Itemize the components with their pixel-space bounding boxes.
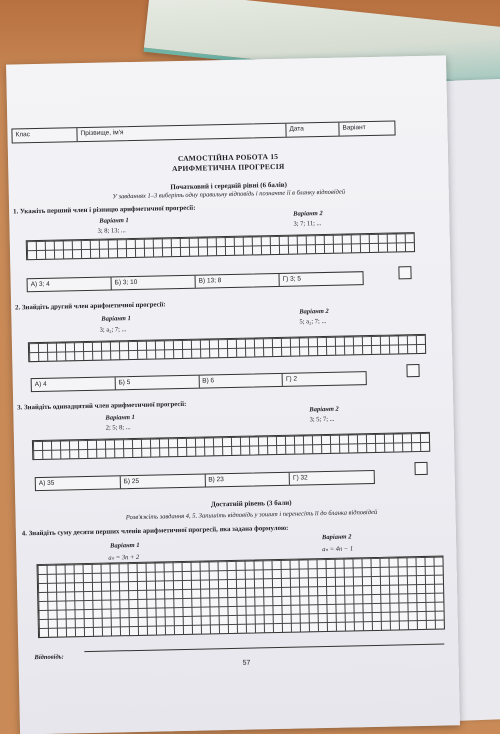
page-subtitle: АРИФМЕТИЧНА ПРОГРЕСІЯ xyxy=(171,161,285,174)
surname-field[interactable]: Прізвище, ім'я xyxy=(77,124,286,141)
task4-work-grid xyxy=(37,556,445,639)
section1-heading: Початковий і середній рівні (6 балів) xyxy=(170,180,287,192)
task1-answer-checkbox[interactable] xyxy=(398,266,411,279)
task3-answer-d[interactable]: Г) 32 xyxy=(292,474,308,482)
task3-v1-seq: 2; 5; 8; ... xyxy=(105,424,131,432)
task3-answer-a[interactable]: А) 35 xyxy=(36,476,121,490)
task1-answer-c[interactable]: В) 13; 8 xyxy=(196,274,280,288)
task3-answer-checkbox[interactable] xyxy=(414,462,427,475)
class-field[interactable]: Клас xyxy=(12,128,77,142)
task3-answer-b[interactable]: Б) 25 xyxy=(120,475,205,489)
task2-v2-seq: 5; a₂; 7; ... xyxy=(299,317,327,326)
task3-text: 3. Знайдіть одинадцятий член арифметичної прогресії: xyxy=(17,400,187,412)
task3-work-grid xyxy=(32,432,430,460)
task1-v2-label: Варіант 2 xyxy=(293,210,323,218)
task1-answer-a[interactable]: А) 3; 4 xyxy=(28,277,112,291)
task3-v2-seq: 3; 5; 7; ... xyxy=(309,415,335,424)
task1-work-grid xyxy=(26,232,415,260)
task2-answer-d[interactable]: Г) 2 xyxy=(285,375,298,383)
task2-text: 2. Знайдіть другий член арифметичної прогресії: xyxy=(15,301,166,312)
task2-answer-b[interactable]: Б) 5 xyxy=(115,376,199,390)
task2-v1-seq: 3; a₂; 7; ... xyxy=(99,326,127,334)
task1-v2-seq: 3; 7; 11; ... xyxy=(293,220,322,228)
task3-answers xyxy=(35,470,375,491)
task1-answer-d[interactable]: Г) 3; 5 xyxy=(282,275,302,283)
section1-instruction: У завданнях 1–3 виберіть одну правильну відповідь і позначте її в бланку відповідей xyxy=(112,188,346,201)
date-field[interactable]: Дата xyxy=(286,123,339,137)
task2-work-grid xyxy=(28,334,426,362)
task3-answer-c[interactable]: В) 23 xyxy=(205,473,290,487)
task4-text: 4. Знайдіть суму десяти перших членів арифметичної прогресії, яка задана формулою: xyxy=(21,524,289,538)
task1-text: 1. Укажіть перший член і різницю арифметичної прогресії: xyxy=(13,204,196,216)
task1-v1-label: Варіант 1 xyxy=(99,217,129,225)
task1-answers xyxy=(27,271,364,292)
worksheet-page xyxy=(6,55,460,734)
student-header xyxy=(11,120,395,143)
variant-field[interactable]: Варіант xyxy=(342,124,366,132)
section2-instruction: Розв'яжіть завдання 4, 5. Запишіть відповідь у зошит і перенесіть її до бланка відповідей xyxy=(125,508,378,522)
task2-answers xyxy=(31,371,367,392)
page-title: САМОСТІЙНА РОБОТА 15 xyxy=(177,151,279,164)
task1-answer-b[interactable]: Б) 3; 10 xyxy=(112,276,196,290)
task4-v1-label: Варіант 1 xyxy=(110,541,140,550)
task1-v1-seq: 3; 8; 13; ... xyxy=(97,227,126,235)
task2-v1-label: Варіант 1 xyxy=(101,315,131,323)
section2-heading: Достатній рівень (3 бали) xyxy=(210,498,292,509)
page-number: 57 xyxy=(242,659,251,667)
task4-v2-label: Варіант 2 xyxy=(321,533,352,542)
task3-v2-label: Варіант 2 xyxy=(309,405,339,414)
task4-v2-formula: aₙ = 4n − 1 xyxy=(322,545,354,554)
answer-line[interactable] xyxy=(84,644,444,653)
task2-answer-checkbox[interactable] xyxy=(406,364,419,377)
task4-v1-formula: aₙ = 3n + 2 xyxy=(108,553,140,562)
task3-v1-label: Варіант 1 xyxy=(105,413,135,422)
task2-answer-c[interactable]: В) 6 xyxy=(199,374,283,388)
answer-label: Відповідь: xyxy=(34,653,64,662)
task2-v2-label: Варіант 2 xyxy=(299,307,329,316)
task2-answer-a[interactable]: А) 4 xyxy=(32,377,116,391)
